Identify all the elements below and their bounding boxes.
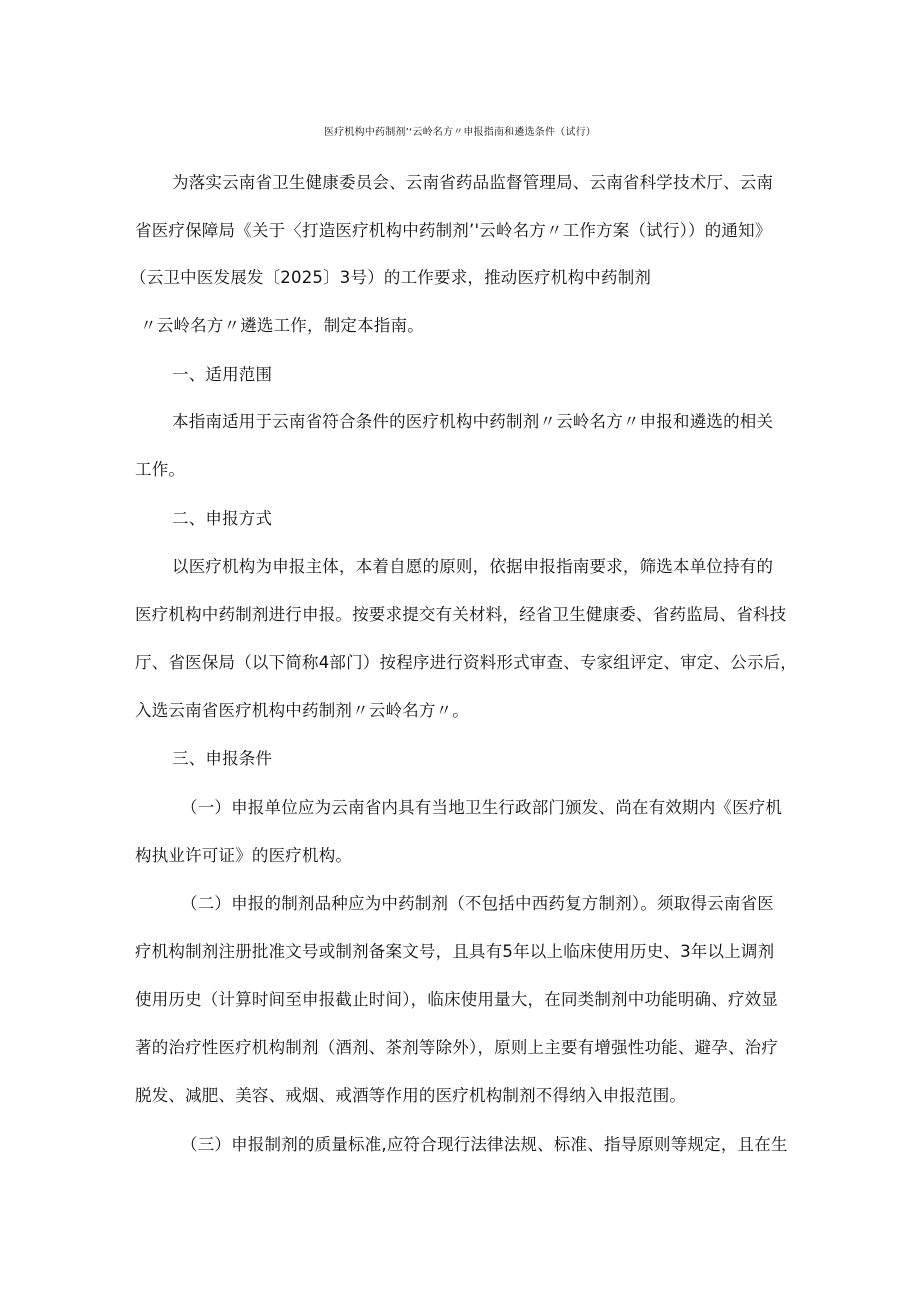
item2-line-1: （二）申报的制剂品种应为中药制剂（不包括中西药复方制剂）。须取得云南省医 [181,894,774,913]
section1-line-1: 本指南适用于云南省符合条件的医疗机构中药制剂〃云岭名方〃申报和遴选的相关 [172,412,774,431]
section2-line-2: 医疗机构中药制剂进行申报。按要求提交有关材料，经省卫生健康委、省药监局、省科技 [135,605,787,624]
section2-heading: 二、申报方式 [172,509,273,528]
item2-line-3: 使用历史（计算时间至申报截止时间），临床使用量大，在同类制剂中功能明确、疗效显 [135,990,779,1009]
item2-line-2: 疗机构制剂注册批准文号或制剂备案文号，且具有5年以上临床使用历史、3年以上调剂 [135,942,775,961]
section2-line-1: 以医疗机构为申报主体，本着自愿的原则，依据申报指南要求，筛选本单位持有的 [172,557,774,576]
item1-line-1: （一）申报单位应为云南省内具有当地卫生行政部门颁发、尚在有效期内《医疗机 [181,798,783,817]
intro-line-4: 〃云岭名方〃遴选工作，制定本指南。 [140,316,424,335]
document-title: 医疗机构中药制剂’‘云岭名方〃申报指南和遴选条件（试行） [324,127,596,138]
item2-line-5: 脱发、减肥、美容、戒烟、戒酒等作用的医疗机构制剂不得纳入申报范围。 [135,1086,687,1105]
section2-line-4: 入选云南省医疗机构中药制剂〃云岭名方〃。 [135,701,469,720]
section2-line-3: 厅、省医保局（以下简称4部门）按程序进行资料形式审查、专家组评定、审定、公示后， [135,653,797,672]
section1-line-2: 工作。 [135,460,186,479]
intro-line-3: （云卫中医发展发〔2025〕3号）的工作要求，推动医疗机构中药制剂 [130,268,652,287]
intro-line-2: 省医疗保障局《关于〈打造医疗机构中药制剂’'云岭名方〃工作方案（试行））的通知》 [135,221,772,240]
item2-line-4: 著的治疗性医疗机构制剂（酒剂、茶剂等除外），原则上主要有增强性功能、避孕、治疗 [135,1038,779,1057]
section1-heading: 一、适用范围 [172,365,273,384]
item3-line-1: （三）申报制剂的质量标准,应符合现行法律法规、标准、指导原则等规定，且在生 [181,1135,788,1154]
intro-line-1: 为落实云南省卫生健康委员会、云南省药品监督管理局、云南省科学技术厅、云南 [172,173,774,192]
section3-heading: 三、申报条件 [172,749,273,768]
item1-line-2: 构执业许可证》的医疗机构。 [135,846,353,865]
